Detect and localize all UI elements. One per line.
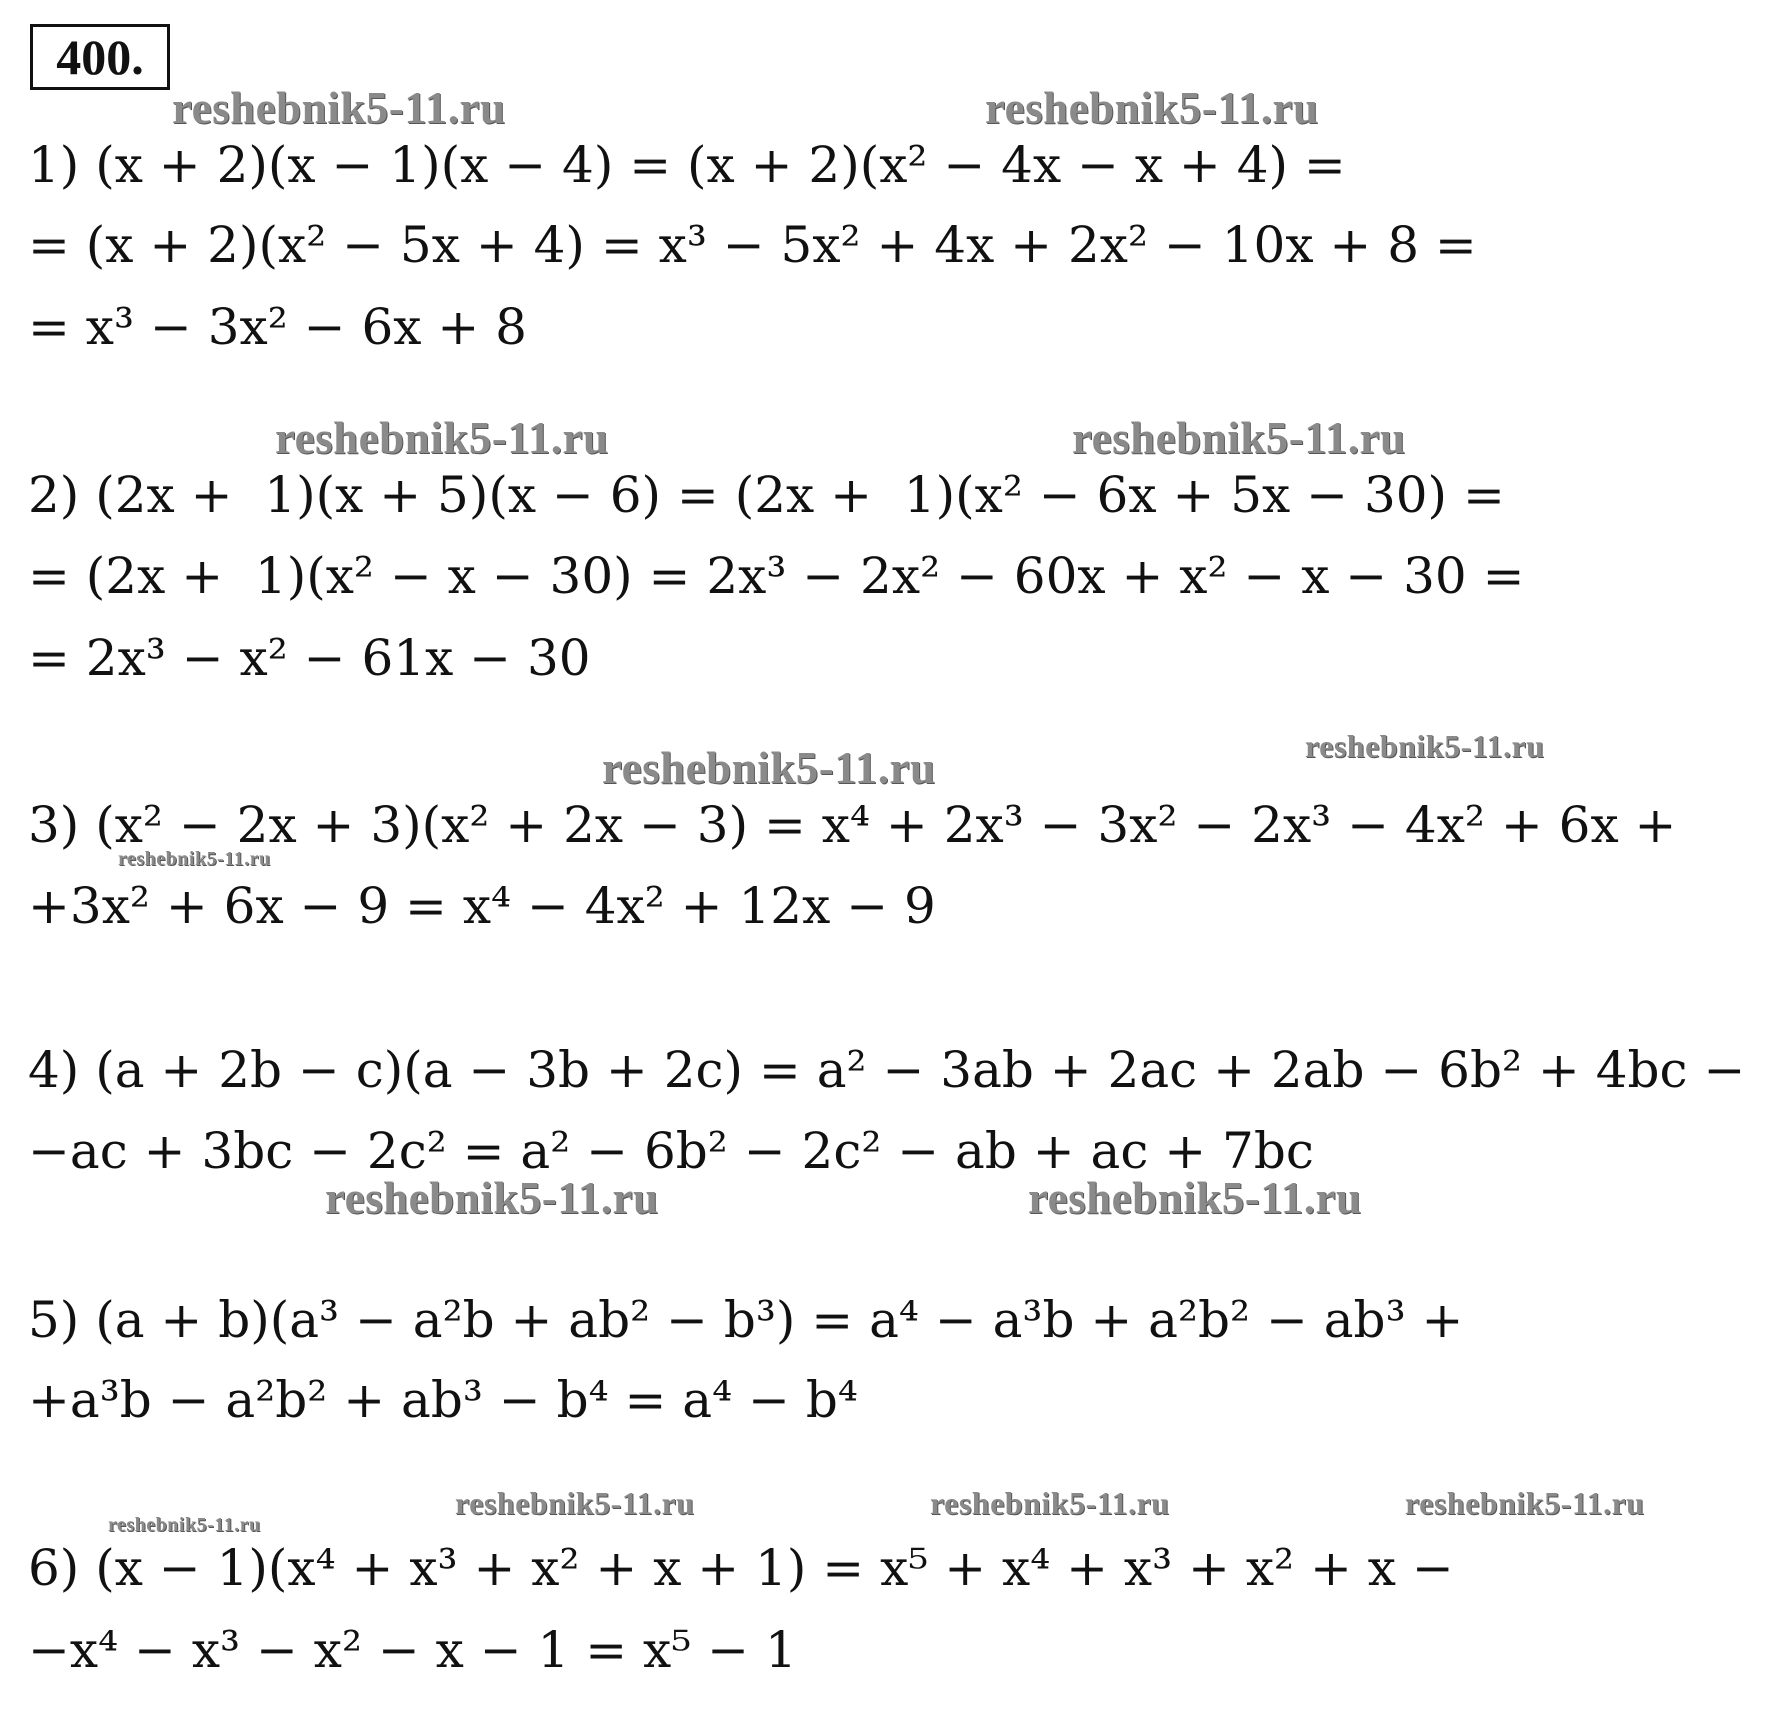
solution-2-line-3: = 2x³ − x² − 61x − 30	[28, 629, 591, 687]
solution-5-line-1: 5) (a + b)(a³ − a²b + ab² − b³) = a⁴ − a³b + a²b² − ab³ +	[28, 1291, 1464, 1349]
solution-2-line-1: 2) (2x + 1)(x + 5)(x − 6) = (2x + 1)(x² − 6x + 5x − 30) =	[28, 466, 1505, 524]
watermark: reshebnik5-11.ru	[985, 83, 1319, 133]
solution-3-line-2: +3x² + 6x − 9 = x⁴ − 4x² + 12x − 9	[28, 877, 936, 935]
solution-6-line-1: 6) (x − 1)(x⁴ + x³ + x² + x + 1) = x⁵ + x⁴ + x³ + x² + x −	[28, 1539, 1454, 1597]
watermark: reshebnik5-11.ru	[275, 413, 609, 463]
solution-1-line-3: = x³ − 3x² − 6x + 8	[28, 298, 527, 356]
solution-5-line-2: +a³b − a²b² + ab³ − b⁴ = a⁴ − b⁴	[28, 1371, 858, 1429]
solution-6-line-2: −x⁴ − x³ − x² − x − 1 = x⁵ − 1	[28, 1621, 797, 1679]
watermark: reshebnik5-11.ru	[172, 83, 506, 133]
problem-number: 400.	[30, 24, 170, 90]
watermark: reshebnik5-11.ru	[1028, 1173, 1362, 1223]
watermark: reshebnik5-11.ru	[455, 1485, 695, 1521]
watermark: reshebnik5-11.ru	[1072, 413, 1406, 463]
watermark: reshebnik5-11.ru	[602, 743, 936, 793]
solution-1-line-2: = (x + 2)(x² − 5x + 4) = x³ − 5x² + 4x + 2x² − 10x + 8 =	[28, 216, 1477, 274]
watermark: reshebnik5-11.ru	[118, 848, 271, 870]
watermark: reshebnik5-11.ru	[108, 1514, 261, 1536]
watermark: reshebnik5-11.ru	[1405, 1485, 1645, 1521]
watermark: reshebnik5-11.ru	[325, 1173, 659, 1223]
solution-4-line-2: −ac + 3bc − 2c² = a² − 6b² − 2c² − ab + ac + 7bc	[28, 1122, 1314, 1180]
watermark: reshebnik5-11.ru	[1305, 728, 1545, 764]
solution-2-line-2: = (2x + 1)(x² − x − 30) = 2x³ − 2x² − 60x + x² − x − 30 =	[28, 547, 1525, 605]
solution-4-line-1: 4) (a + 2b − c)(a − 3b + 2c) = a² − 3ab + 2ac + 2ab − 6b² + 4bc −	[28, 1041, 1746, 1099]
watermark: reshebnik5-11.ru	[930, 1485, 1170, 1521]
solution-1-line-1: 1) (x + 2)(x − 1)(x − 4) = (x + 2)(x² − 4x − x + 4) =	[28, 136, 1346, 194]
solution-3-line-1: 3) (x² − 2x + 3)(x² + 2x − 3) = x⁴ + 2x³ − 3x² − 2x³ − 4x² + 6x +	[28, 796, 1677, 854]
